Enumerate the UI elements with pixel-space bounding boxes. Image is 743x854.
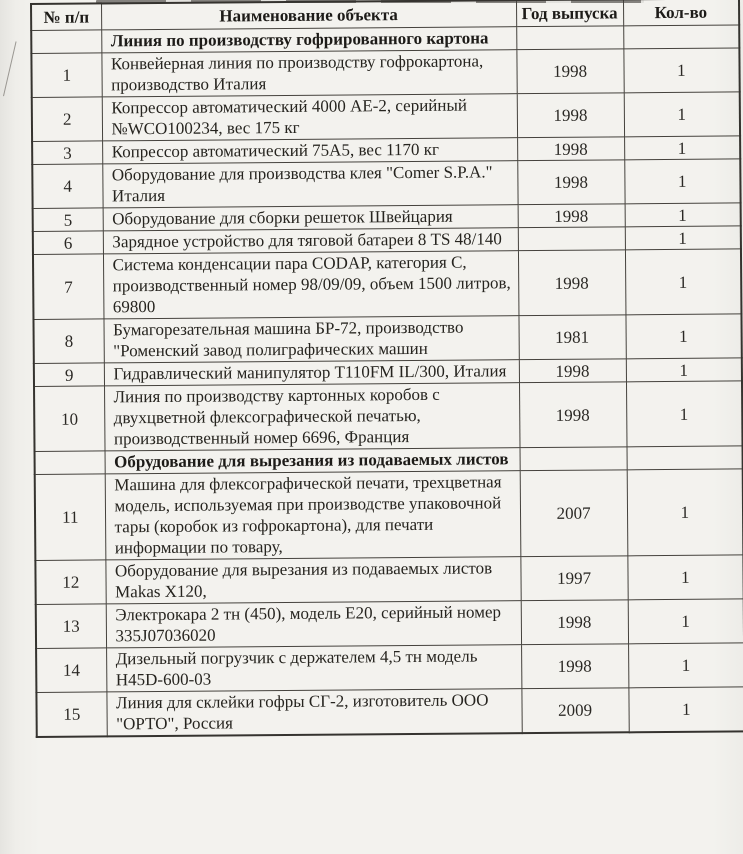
table-row [35,555,743,605]
row-number: 14 [36,648,106,693]
table-row [34,381,742,452]
row-number: 15 [36,692,106,737]
object-year [518,227,625,251]
object-year: 1998 [519,359,626,383]
table-row [33,314,741,364]
row-number: 6 [33,231,103,255]
object-qty: 1 [626,381,743,447]
object-name: Электрокара 2 тн (450), модель Е20, серийный номер 335J07036020 [106,601,521,648]
table-row [36,599,743,649]
table-body [31,25,743,737]
object-qty: 1 [625,203,741,227]
object-name: Линия по производству картонных коробов с двухцветной флексографической печатью, производственный номер 6696, Франция [104,383,519,451]
col-header-year: Год выпуска [516,0,623,27]
table-row [35,469,743,561]
section-title: Линия по производству гофрированного картона [101,27,516,53]
object-year: 1998 [521,644,628,689]
object-name: Система конденсации пара CODAP, категория С, производственный номер 98/09/09, объем 1500 литров, 69800 [103,251,518,319]
row-number: 12 [35,560,105,605]
object-name: Конвейерная линия по производству гофрокартона, производство Италия [101,50,516,97]
object-year: 1998 [518,250,626,316]
col-header-num: № п/п [31,3,101,30]
object-qty: 1 [627,469,743,556]
object-name: Дизельный погрузчик с держателем 4,5 тн модель H45D-600-03 [106,645,521,692]
col-header-qty: Кол-во [623,0,739,26]
object-name: Оборудование для производства клея "Comer S.P.A." Италия [102,161,517,208]
table-row [32,159,740,209]
col-header-name: Наименование объекта [101,0,516,30]
object-name: Оборудование для вырезания из подаваемых листов Makas X120, [105,557,520,604]
object-qty: 1 [628,643,743,688]
object-qty: 1 [623,48,739,93]
row-number: 1 [31,53,101,98]
table-row [36,687,743,737]
object-name: Зарядное устройство для тяговой батареи 8 TS 48/140 [103,228,518,254]
row-number: 9 [34,363,104,387]
object-name: Машина для флексографической печати, трехцветная модель, используемая при производстве упаковочной тары (коробок из гофрокартона), для печати информации по товару, [105,471,521,560]
object-qty: 1 [628,687,743,732]
table-row [33,249,741,320]
object-year: 1998 [516,49,623,94]
row-number: 10 [34,386,105,452]
object-year: 1998 [517,137,624,161]
equipment-inventory-table [30,0,743,738]
object-year: 1997 [520,556,627,601]
object-name: Гидравлический манипулятор T110FM IL/300, Италия [104,360,519,386]
row-number: 5 [33,208,103,232]
object-year: 1998 [517,160,624,205]
section-title: Обрудование для вырезания из подаваемых листов [105,448,520,474]
object-year: 2009 [521,688,628,733]
object-qty: 1 [624,92,740,137]
table-row [31,48,739,98]
row-number: 4 [32,164,102,209]
object-name: Бумагорезательная машина БР-72, производство "Роменский завод полиграфических машин [103,316,518,363]
row-number: 13 [36,604,106,649]
object-year: 1981 [518,315,625,360]
object-year: 1998 [519,382,627,448]
table-row [36,643,743,693]
scan-artifact-crease [3,41,17,96]
object-year: 1998 [517,93,624,138]
object-qty: 1 [624,159,740,204]
object-qty: 1 [628,599,743,644]
object-name: Линия для склейки гофры СГ-2, изготовитель ООО "ОРТО", Россия [106,689,521,737]
object-year: 1998 [521,600,628,645]
object-qty: 1 [625,314,741,359]
row-number: 3 [32,141,102,165]
row-number: 7 [33,254,104,320]
row-number: 2 [32,97,102,142]
row-number: 8 [33,319,103,364]
object-qty: 1 [625,226,741,250]
object-name: Копрессор автоматический 75А5, вес 1170 кг [102,138,517,164]
table-row [32,92,740,142]
object-qty: 1 [627,555,743,600]
object-year: 2007 [520,470,628,557]
object-qty: 1 [626,358,742,382]
object-qty: 1 [624,136,740,160]
object-qty: 1 [625,249,742,315]
object-name: Оборудование для сборки решеток Швейцария [103,205,518,231]
row-number: 11 [35,474,106,561]
object-name: Копрессор автоматический 4000 АЕ-2, серийный №WCO100234, вес 175 кг [102,94,517,141]
object-year: 1998 [518,204,625,228]
